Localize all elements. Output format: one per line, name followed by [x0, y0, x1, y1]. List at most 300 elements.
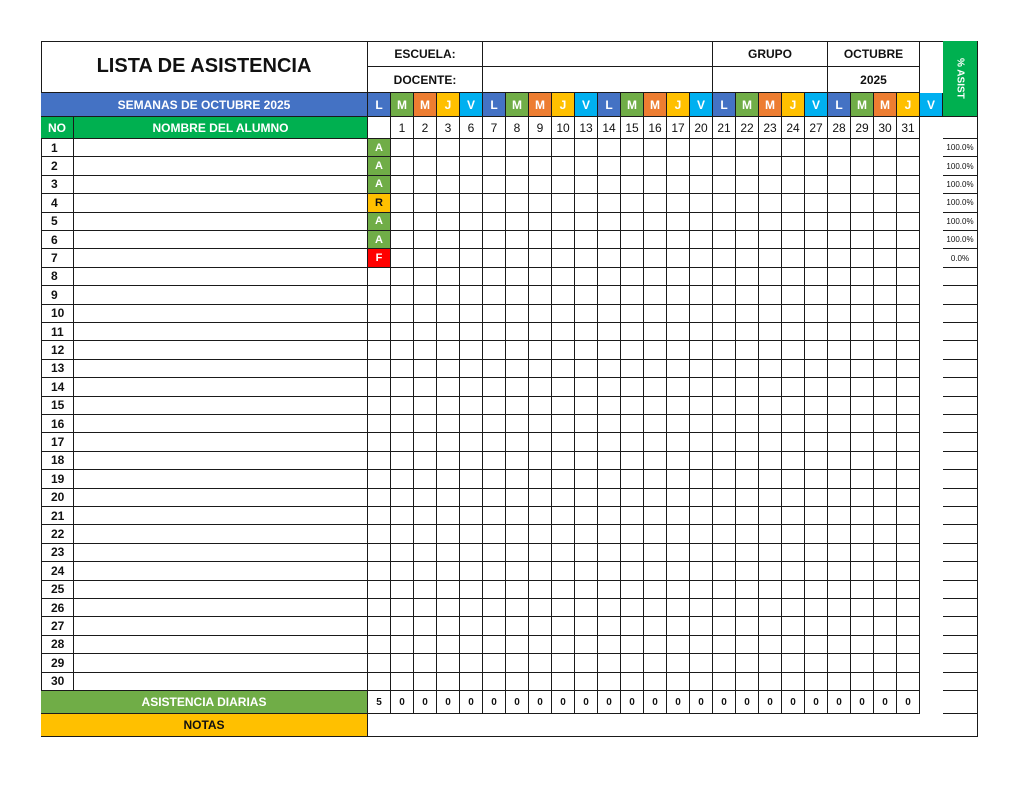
attendance-cell[interactable] — [874, 470, 897, 488]
attendance-cell[interactable] — [575, 581, 598, 599]
attendance-cell[interactable] — [575, 176, 598, 194]
attendance-cell[interactable] — [621, 470, 644, 488]
attendance-cell[interactable] — [414, 617, 437, 635]
attendance-cell[interactable] — [667, 176, 690, 194]
attendance-cell[interactable] — [805, 378, 828, 396]
attendance-cell[interactable] — [874, 139, 897, 157]
attendance-cell[interactable] — [460, 525, 483, 543]
attendance-cell[interactable] — [851, 176, 874, 194]
attendance-cell[interactable] — [644, 673, 667, 691]
attendance-cell[interactable] — [506, 176, 529, 194]
attendance-cell[interactable] — [644, 194, 667, 212]
attendance-cell[interactable] — [690, 489, 713, 507]
attendance-cell[interactable] — [391, 176, 414, 194]
student-name-input[interactable] — [74, 157, 368, 175]
attendance-cell[interactable] — [621, 157, 644, 175]
attendance-cell[interactable] — [460, 268, 483, 286]
attendance-cell[interactable] — [759, 654, 782, 672]
attendance-cell[interactable] — [713, 305, 736, 323]
attendance-cell[interactable] — [483, 157, 506, 175]
student-name-input[interactable] — [74, 268, 368, 286]
attendance-cell[interactable] — [483, 544, 506, 562]
attendance-cell[interactable] — [391, 452, 414, 470]
attendance-cell[interactable] — [759, 489, 782, 507]
attendance-cell[interactable] — [506, 231, 529, 249]
attendance-cell[interactable] — [575, 378, 598, 396]
student-name-input[interactable] — [74, 617, 368, 635]
attendance-mark[interactable] — [368, 636, 391, 654]
attendance-cell[interactable] — [506, 507, 529, 525]
attendance-cell[interactable] — [667, 378, 690, 396]
attendance-cell[interactable] — [552, 231, 575, 249]
attendance-cell[interactable] — [506, 581, 529, 599]
student-name-input[interactable] — [74, 470, 368, 488]
attendance-cell[interactable] — [828, 231, 851, 249]
attendance-cell[interactable] — [552, 562, 575, 580]
attendance-cell[interactable] — [736, 415, 759, 433]
attendance-cell[interactable] — [506, 599, 529, 617]
attendance-cell[interactable] — [713, 231, 736, 249]
attendance-cell[interactable] — [851, 636, 874, 654]
attendance-cell[interactable] — [575, 673, 598, 691]
attendance-cell[interactable] — [391, 470, 414, 488]
attendance-cell[interactable] — [736, 581, 759, 599]
attendance-cell[interactable] — [621, 360, 644, 378]
attendance-cell[interactable] — [736, 617, 759, 635]
attendance-cell[interactable] — [598, 525, 621, 543]
attendance-cell[interactable] — [736, 525, 759, 543]
attendance-cell[interactable] — [621, 415, 644, 433]
attendance-cell[interactable] — [621, 341, 644, 359]
attendance-cell[interactable] — [805, 397, 828, 415]
attendance-mark[interactable] — [368, 544, 391, 562]
attendance-cell[interactable] — [437, 507, 460, 525]
attendance-cell[interactable] — [805, 525, 828, 543]
attendance-cell[interactable] — [621, 636, 644, 654]
attendance-cell[interactable] — [713, 562, 736, 580]
attendance-cell[interactable] — [391, 286, 414, 304]
attendance-cell[interactable] — [575, 636, 598, 654]
attendance-cell[interactable] — [529, 599, 552, 617]
attendance-cell[interactable] — [414, 360, 437, 378]
attendance-cell[interactable] — [460, 452, 483, 470]
attendance-cell[interactable] — [621, 562, 644, 580]
attendance-cell[interactable] — [552, 507, 575, 525]
attendance-cell[interactable] — [644, 636, 667, 654]
attendance-cell[interactable] — [874, 231, 897, 249]
attendance-cell[interactable] — [667, 673, 690, 691]
attendance-cell[interactable] — [529, 470, 552, 488]
attendance-mark[interactable] — [368, 489, 391, 507]
attendance-cell[interactable] — [874, 654, 897, 672]
student-name-input[interactable] — [74, 654, 368, 672]
attendance-cell[interactable] — [621, 654, 644, 672]
attendance-cell[interactable] — [391, 360, 414, 378]
attendance-cell[interactable] — [713, 397, 736, 415]
attendance-cell[interactable] — [552, 213, 575, 231]
attendance-cell[interactable] — [805, 213, 828, 231]
attendance-cell[interactable] — [667, 286, 690, 304]
attendance-cell[interactable] — [391, 544, 414, 562]
attendance-mark[interactable]: A — [368, 157, 391, 175]
attendance-cell[interactable] — [483, 581, 506, 599]
attendance-cell[interactable] — [667, 341, 690, 359]
attendance-cell[interactable] — [897, 213, 920, 231]
attendance-cell[interactable] — [598, 599, 621, 617]
attendance-cell[interactable] — [828, 599, 851, 617]
attendance-cell[interactable] — [782, 378, 805, 396]
attendance-cell[interactable] — [529, 525, 552, 543]
attendance-cell[interactable] — [851, 249, 874, 267]
attendance-cell[interactable] — [506, 157, 529, 175]
attendance-cell[interactable] — [598, 673, 621, 691]
attendance-cell[interactable] — [575, 341, 598, 359]
student-name-input[interactable] — [74, 176, 368, 194]
student-name-input[interactable] — [74, 544, 368, 562]
attendance-cell[interactable] — [552, 305, 575, 323]
attendance-cell[interactable] — [759, 525, 782, 543]
attendance-cell[interactable] — [667, 636, 690, 654]
attendance-cell[interactable] — [690, 176, 713, 194]
attendance-cell[interactable] — [713, 525, 736, 543]
attendance-cell[interactable] — [621, 231, 644, 249]
attendance-cell[interactable] — [437, 194, 460, 212]
attendance-cell[interactable] — [736, 231, 759, 249]
attendance-cell[interactable] — [598, 268, 621, 286]
attendance-cell[interactable] — [759, 268, 782, 286]
attendance-cell[interactable] — [667, 268, 690, 286]
attendance-cell[interactable] — [851, 378, 874, 396]
attendance-cell[interactable] — [851, 139, 874, 157]
attendance-cell[interactable] — [713, 654, 736, 672]
attendance-cell[interactable] — [598, 231, 621, 249]
attendance-cell[interactable] — [552, 654, 575, 672]
attendance-cell[interactable] — [483, 341, 506, 359]
attendance-cell[interactable] — [690, 378, 713, 396]
attendance-cell[interactable] — [736, 323, 759, 341]
attendance-cell[interactable] — [874, 544, 897, 562]
attendance-cell[interactable] — [506, 654, 529, 672]
attendance-cell[interactable] — [598, 249, 621, 267]
attendance-cell[interactable] — [759, 581, 782, 599]
student-name-input[interactable] — [74, 397, 368, 415]
attendance-cell[interactable] — [851, 231, 874, 249]
attendance-cell[interactable] — [575, 397, 598, 415]
attendance-cell[interactable] — [736, 378, 759, 396]
attendance-cell[interactable] — [851, 470, 874, 488]
attendance-cell[interactable] — [598, 323, 621, 341]
attendance-cell[interactable] — [437, 673, 460, 691]
attendance-mark[interactable]: F — [368, 249, 391, 267]
attendance-cell[interactable] — [575, 433, 598, 451]
attendance-cell[interactable] — [552, 433, 575, 451]
attendance-cell[interactable] — [667, 433, 690, 451]
attendance-cell[interactable] — [414, 139, 437, 157]
attendance-cell[interactable] — [851, 489, 874, 507]
attendance-cell[interactable] — [897, 360, 920, 378]
attendance-cell[interactable] — [575, 507, 598, 525]
attendance-cell[interactable] — [874, 397, 897, 415]
attendance-cell[interactable] — [828, 341, 851, 359]
attendance-cell[interactable] — [759, 341, 782, 359]
attendance-cell[interactable] — [897, 176, 920, 194]
attendance-cell[interactable] — [391, 157, 414, 175]
attendance-cell[interactable] — [851, 286, 874, 304]
attendance-cell[interactable] — [483, 599, 506, 617]
student-name-input[interactable] — [74, 213, 368, 231]
attendance-cell[interactable] — [897, 452, 920, 470]
attendance-cell[interactable] — [667, 599, 690, 617]
attendance-cell[interactable] — [437, 636, 460, 654]
attendance-cell[interactable] — [598, 617, 621, 635]
attendance-cell[interactable] — [437, 231, 460, 249]
attendance-cell[interactable] — [690, 581, 713, 599]
attendance-cell[interactable] — [437, 286, 460, 304]
attendance-cell[interactable] — [506, 397, 529, 415]
attendance-cell[interactable] — [414, 286, 437, 304]
attendance-cell[interactable] — [529, 305, 552, 323]
attendance-cell[interactable] — [782, 507, 805, 525]
attendance-cell[interactable] — [506, 470, 529, 488]
attendance-cell[interactable] — [575, 323, 598, 341]
attendance-cell[interactable] — [782, 599, 805, 617]
attendance-cell[interactable] — [690, 268, 713, 286]
attendance-cell[interactable] — [828, 360, 851, 378]
attendance-cell[interactable] — [437, 489, 460, 507]
attendance-mark[interactable] — [368, 341, 391, 359]
attendance-cell[interactable] — [736, 507, 759, 525]
attendance-mark[interactable] — [368, 286, 391, 304]
attendance-cell[interactable] — [483, 305, 506, 323]
attendance-cell[interactable] — [759, 562, 782, 580]
attendance-cell[interactable] — [897, 617, 920, 635]
attendance-cell[interactable] — [897, 397, 920, 415]
attendance-cell[interactable] — [483, 213, 506, 231]
attendance-cell[interactable] — [782, 286, 805, 304]
attendance-cell[interactable] — [621, 581, 644, 599]
attendance-cell[interactable] — [437, 433, 460, 451]
attendance-cell[interactable] — [575, 525, 598, 543]
attendance-cell[interactable] — [782, 268, 805, 286]
attendance-cell[interactable] — [529, 617, 552, 635]
attendance-cell[interactable] — [805, 617, 828, 635]
attendance-cell[interactable] — [713, 213, 736, 231]
attendance-cell[interactable] — [828, 139, 851, 157]
attendance-cell[interactable] — [782, 617, 805, 635]
attendance-cell[interactable] — [437, 452, 460, 470]
attendance-cell[interactable] — [414, 194, 437, 212]
attendance-cell[interactable] — [690, 249, 713, 267]
attendance-mark[interactable] — [368, 268, 391, 286]
attendance-cell[interactable] — [897, 341, 920, 359]
attendance-cell[interactable] — [644, 341, 667, 359]
attendance-cell[interactable] — [552, 194, 575, 212]
attendance-cell[interactable] — [805, 636, 828, 654]
attendance-cell[interactable] — [667, 231, 690, 249]
attendance-cell[interactable] — [851, 452, 874, 470]
attendance-cell[interactable] — [529, 636, 552, 654]
attendance-cell[interactable] — [874, 360, 897, 378]
attendance-cell[interactable] — [736, 636, 759, 654]
attendance-cell[interactable] — [483, 433, 506, 451]
attendance-cell[interactable] — [736, 176, 759, 194]
attendance-cell[interactable] — [506, 415, 529, 433]
attendance-cell[interactable] — [736, 654, 759, 672]
attendance-mark[interactable] — [368, 673, 391, 691]
attendance-cell[interactable] — [414, 452, 437, 470]
attendance-cell[interactable] — [782, 139, 805, 157]
attendance-cell[interactable] — [506, 562, 529, 580]
attendance-cell[interactable] — [782, 581, 805, 599]
attendance-cell[interactable] — [667, 525, 690, 543]
attendance-cell[interactable] — [529, 139, 552, 157]
attendance-cell[interactable] — [598, 562, 621, 580]
attendance-cell[interactable] — [851, 562, 874, 580]
attendance-cell[interactable] — [897, 268, 920, 286]
attendance-cell[interactable] — [621, 397, 644, 415]
attendance-cell[interactable] — [621, 176, 644, 194]
attendance-cell[interactable] — [598, 341, 621, 359]
attendance-cell[interactable] — [644, 323, 667, 341]
attendance-cell[interactable] — [529, 562, 552, 580]
attendance-cell[interactable] — [598, 470, 621, 488]
attendance-cell[interactable] — [897, 194, 920, 212]
attendance-cell[interactable] — [713, 176, 736, 194]
attendance-cell[interactable] — [782, 360, 805, 378]
attendance-cell[interactable] — [805, 360, 828, 378]
student-name-input[interactable] — [74, 489, 368, 507]
attendance-cell[interactable] — [759, 286, 782, 304]
attendance-cell[interactable] — [391, 341, 414, 359]
attendance-cell[interactable] — [575, 139, 598, 157]
attendance-cell[interactable] — [506, 673, 529, 691]
attendance-cell[interactable] — [828, 176, 851, 194]
attendance-cell[interactable] — [414, 305, 437, 323]
attendance-cell[interactable] — [851, 213, 874, 231]
attendance-cell[interactable] — [529, 213, 552, 231]
attendance-cell[interactable] — [713, 323, 736, 341]
attendance-cell[interactable] — [759, 213, 782, 231]
attendance-cell[interactable] — [782, 341, 805, 359]
attendance-mark[interactable]: A — [368, 231, 391, 249]
attendance-mark[interactable] — [368, 599, 391, 617]
attendance-cell[interactable] — [828, 470, 851, 488]
attendance-cell[interactable] — [782, 194, 805, 212]
attendance-cell[interactable] — [483, 507, 506, 525]
attendance-cell[interactable] — [552, 341, 575, 359]
attendance-cell[interactable] — [529, 176, 552, 194]
attendance-cell[interactable] — [759, 157, 782, 175]
attendance-cell[interactable] — [759, 470, 782, 488]
attendance-cell[interactable] — [391, 654, 414, 672]
attendance-cell[interactable] — [736, 599, 759, 617]
attendance-cell[interactable] — [414, 489, 437, 507]
attendance-cell[interactable] — [874, 323, 897, 341]
attendance-cell[interactable] — [690, 139, 713, 157]
attendance-cell[interactable] — [759, 673, 782, 691]
attendance-cell[interactable] — [552, 636, 575, 654]
attendance-cell[interactable] — [437, 525, 460, 543]
attendance-cell[interactable] — [598, 581, 621, 599]
attendance-cell[interactable] — [759, 176, 782, 194]
attendance-cell[interactable] — [644, 249, 667, 267]
attendance-mark[interactable] — [368, 470, 391, 488]
attendance-cell[interactable] — [552, 544, 575, 562]
attendance-cell[interactable] — [391, 507, 414, 525]
attendance-cell[interactable] — [598, 157, 621, 175]
attendance-mark[interactable] — [368, 397, 391, 415]
attendance-cell[interactable] — [782, 470, 805, 488]
attendance-cell[interactable] — [529, 378, 552, 396]
attendance-cell[interactable] — [782, 305, 805, 323]
attendance-cell[interactable] — [874, 452, 897, 470]
attendance-cell[interactable] — [874, 415, 897, 433]
attendance-cell[interactable] — [897, 378, 920, 396]
attendance-cell[interactable] — [736, 673, 759, 691]
attendance-cell[interactable] — [506, 323, 529, 341]
attendance-cell[interactable] — [897, 673, 920, 691]
attendance-cell[interactable] — [437, 415, 460, 433]
attendance-cell[interactable] — [552, 139, 575, 157]
student-name-input[interactable] — [74, 323, 368, 341]
attendance-cell[interactable] — [506, 378, 529, 396]
attendance-cell[interactable] — [851, 433, 874, 451]
attendance-cell[interactable] — [828, 157, 851, 175]
attendance-cell[interactable] — [736, 268, 759, 286]
attendance-cell[interactable] — [506, 286, 529, 304]
attendance-cell[interactable] — [782, 231, 805, 249]
attendance-cell[interactable] — [506, 489, 529, 507]
attendance-cell[interactable] — [644, 599, 667, 617]
attendance-cell[interactable] — [897, 157, 920, 175]
attendance-cell[interactable] — [897, 415, 920, 433]
attendance-cell[interactable] — [391, 673, 414, 691]
attendance-cell[interactable] — [713, 599, 736, 617]
attendance-cell[interactable] — [644, 139, 667, 157]
attendance-cell[interactable] — [460, 415, 483, 433]
attendance-cell[interactable] — [713, 544, 736, 562]
attendance-cell[interactable] — [805, 470, 828, 488]
attendance-cell[interactable] — [782, 323, 805, 341]
attendance-cell[interactable] — [391, 305, 414, 323]
attendance-cell[interactable] — [851, 673, 874, 691]
attendance-cell[interactable] — [483, 470, 506, 488]
attendance-cell[interactable] — [736, 544, 759, 562]
attendance-cell[interactable] — [874, 157, 897, 175]
attendance-cell[interactable] — [598, 489, 621, 507]
attendance-cell[interactable] — [736, 489, 759, 507]
attendance-cell[interactable] — [414, 562, 437, 580]
attendance-cell[interactable] — [460, 636, 483, 654]
attendance-cell[interactable] — [552, 360, 575, 378]
attendance-cell[interactable] — [552, 157, 575, 175]
attendance-cell[interactable] — [414, 231, 437, 249]
attendance-cell[interactable] — [414, 249, 437, 267]
attendance-cell[interactable] — [529, 507, 552, 525]
attendance-cell[interactable] — [759, 599, 782, 617]
attendance-cell[interactable] — [667, 617, 690, 635]
attendance-cell[interactable] — [391, 562, 414, 580]
attendance-cell[interactable] — [805, 249, 828, 267]
attendance-cell[interactable] — [897, 599, 920, 617]
attendance-cell[interactable] — [621, 525, 644, 543]
attendance-cell[interactable] — [529, 433, 552, 451]
attendance-cell[interactable] — [782, 636, 805, 654]
attendance-cell[interactable] — [460, 673, 483, 691]
student-name-input[interactable] — [74, 562, 368, 580]
student-name-input[interactable] — [74, 636, 368, 654]
attendance-mark[interactable]: A — [368, 213, 391, 231]
